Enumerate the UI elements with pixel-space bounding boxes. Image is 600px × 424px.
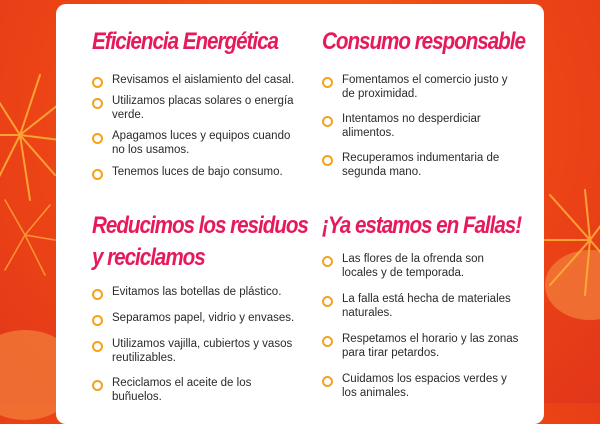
- list-item: [322, 112, 522, 140]
- item-text: Evitamos las botellas de plástico.: [112, 286, 282, 298]
- circle-bullet-icon: [92, 380, 103, 391]
- item-list: [92, 285, 302, 404]
- section-title-line-1: Reducimos los residuos: [92, 212, 308, 239]
- info-card: [56, 4, 544, 424]
- item-text: La falla está hecha de materiales naturales.: [342, 293, 511, 319]
- list-item: [92, 129, 302, 157]
- circle-bullet-icon: [322, 155, 333, 166]
- item-list: [92, 73, 302, 179]
- item-text: Intentamos no desperdiciar alimentos.: [342, 113, 481, 139]
- circle-bullet-icon: [322, 116, 333, 127]
- list-item: [92, 73, 302, 87]
- section-reduce-recycle: [92, 212, 308, 404]
- item-text: Apagamos luces y equipos cuando no los usamos.: [112, 130, 291, 156]
- section-title: Consumo responsable: [322, 28, 525, 55]
- list-item: [92, 337, 302, 365]
- section-title: Eficiencia Energética: [92, 28, 278, 55]
- section-fallas: [322, 212, 522, 400]
- item-text: Respetamos el horario y las zonas para tirar petardos.: [342, 333, 519, 359]
- list-item: [92, 285, 302, 299]
- list-item: [322, 73, 522, 101]
- item-text: Fomentamos el comercio justo y de proximidad.: [342, 74, 508, 100]
- circle-bullet-icon: [92, 341, 103, 352]
- circle-bullet-icon: [322, 296, 333, 307]
- item-text: Separamos papel, vidrio y envases.: [112, 312, 295, 324]
- section-title: ¡Ya estamos en Fallas!: [322, 212, 522, 239]
- circle-bullet-icon: [322, 256, 333, 267]
- list-item: [92, 165, 302, 179]
- list-item: [92, 311, 302, 325]
- circle-bullet-icon: [322, 336, 333, 347]
- item-text: Tenemos luces de bajo consumo.: [112, 166, 283, 178]
- item-text: Utilizamos vajilla, cubiertos y vasos reutilizables.: [112, 338, 293, 364]
- section-responsible-consumption: [322, 28, 525, 179]
- list-item: [92, 94, 302, 122]
- item-text: Cuidamos los espacios verdes y los animales.: [342, 373, 507, 399]
- section-energy-efficiency: [92, 28, 302, 179]
- list-item: [322, 292, 522, 320]
- circle-bullet-icon: [92, 133, 103, 144]
- item-list: [322, 73, 522, 179]
- circle-bullet-icon: [322, 77, 333, 88]
- item-text: Las flores de la ofrenda son locales y de temporada.: [342, 253, 484, 279]
- item-text: Revisamos el aislamiento del casal.: [112, 74, 295, 86]
- circle-bullet-icon: [92, 98, 103, 109]
- circle-bullet-icon: [92, 169, 103, 180]
- section-title-line-2: y reciclamos: [92, 244, 205, 271]
- list-item: [92, 376, 302, 404]
- list-item: [322, 252, 522, 280]
- list-item: [322, 151, 522, 179]
- circle-bullet-icon: [92, 77, 103, 88]
- item-text: Utilizamos placas solares o energía verde.: [112, 95, 294, 121]
- item-list: [322, 252, 522, 400]
- item-text: Recuperamos indumentaria de segunda mano.: [342, 152, 500, 178]
- circle-bullet-icon: [322, 376, 333, 387]
- circle-bullet-icon: [92, 315, 103, 326]
- item-text: Reciclamos el aceite de los buñuelos.: [112, 377, 252, 403]
- cloud-decoration-right: [545, 250, 600, 320]
- circle-bullet-icon: [92, 289, 103, 300]
- list-item: [322, 372, 522, 400]
- list-item: [322, 332, 522, 360]
